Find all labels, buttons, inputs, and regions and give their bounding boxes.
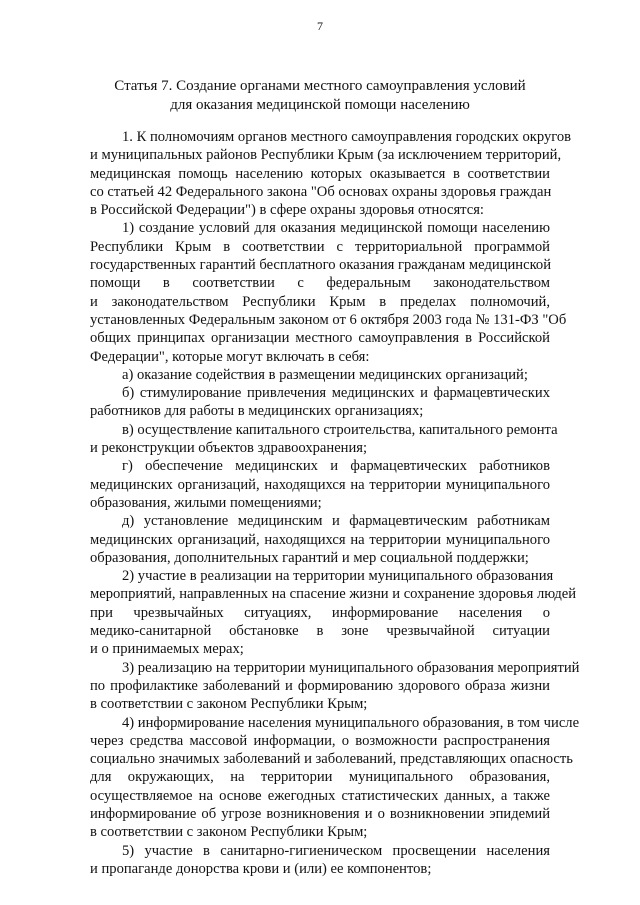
paragraph <box>90 128 572 219</box>
page-number: 7 <box>317 19 323 33</box>
text-line: и законодательством Республики Крым в пределах полномочий, <box>90 293 550 310</box>
text-line: и муниципальных районов Республики Крым (за исключением территорий, <box>90 147 562 164</box>
paragraph <box>90 567 577 658</box>
text-line: общих принципах организации местного самоуправления в Российской <box>90 330 550 347</box>
paragraph <box>90 384 550 421</box>
text-line: образования, жилыми помещениями; <box>90 494 322 511</box>
text-line: через средства массовой информации, о возможности распространения <box>90 732 550 749</box>
paragraph <box>90 659 580 714</box>
paragraph <box>90 219 567 365</box>
text-line: и реконструкции объектов здравоохранения; <box>90 440 368 457</box>
article-title <box>90 77 550 115</box>
text-line: по профилактике заболеваний и формированию здорового образа жизни <box>90 677 550 694</box>
text-line: работников для работы в медицинских организациях; <box>90 403 424 420</box>
text-line: информирование об угрозе возникновения и о возникновении эпидемий <box>90 805 550 822</box>
text-line: Федерации", которые могут включать в себя: <box>90 348 370 365</box>
article-body <box>90 128 580 878</box>
text-line: при чрезвычайных ситуациях, информирование населения о <box>90 604 550 621</box>
text-line: образования, дополнительных гарантий и мер социальной поддержки; <box>90 549 529 566</box>
text-line: осуществляемое на основе ежегодных статистических данных, а также <box>90 787 550 804</box>
text-line: Республики Крым в соответствии с территориальной программой <box>90 238 550 255</box>
text-line: социально значимых заболеваний и заболеваний, представляющих опасность <box>90 751 573 768</box>
text-line: и о принимаемых мерах; <box>90 641 244 658</box>
text-line: государственных гарантий бесплатного оказания гражданам медицинской <box>90 257 552 274</box>
text-line: 1. К полномочиям органов местного самоуправления городских округов <box>122 129 572 145</box>
text-line: в соответствии с законом Республики Крым; <box>90 824 368 841</box>
text-line: 1) создание условий для оказания медицинской помощи населению <box>122 220 550 237</box>
text-line: в) осуществление капитального строительства, капитального ремонта <box>122 421 558 438</box>
text-line: 2) участие в реализации на территории муниципального образования <box>122 568 554 585</box>
text-line: мероприятий, направленных на спасение жизни и сохранение здоровья людей <box>90 586 577 603</box>
text-line: медико-санитарной обстановке в зоне чрезвычайной ситуации <box>90 623 550 640</box>
text-line: медицинских организаций, находящихся на территории муниципального <box>90 531 550 548</box>
text-line: для окружающих, на территории муниципального образования, <box>90 769 550 786</box>
text-line: в соответствии с законом Республики Крым; <box>90 696 368 713</box>
text-line: медицинская помощь населению которых оказывается в соответствии <box>90 165 550 182</box>
paragraph <box>90 714 580 842</box>
text-line: со статьей 42 Федерального закона "Об основах охраны здоровья граждан <box>90 183 552 200</box>
text-line: 4) информирование населения муниципального образования, в том числе <box>122 714 580 731</box>
text-line: помощи в соответствии с федеральным законодательством <box>90 275 550 292</box>
paragraph <box>90 421 558 458</box>
text-line: б) стимулирование привлечения медицинских и фармацевтических <box>122 385 550 402</box>
article-title-line: для оказания медицинской помощи населению <box>170 97 470 113</box>
text-line: в Российской Федерации") в сфере охраны здоровья относятся: <box>90 202 484 219</box>
paragraph <box>90 366 550 384</box>
text-line: 3) реализацию на территории муниципального образования мероприятий <box>122 659 580 676</box>
paragraph <box>90 512 550 567</box>
article-title-line: Статья 7. Создание органами местного самоуправления условий <box>114 78 526 94</box>
text-line: 5) участие в санитарно-гигиеническом просвещении населения <box>122 842 550 859</box>
paragraph <box>90 842 550 879</box>
text-line: медицинских организаций, находящихся на территории муниципального <box>90 476 550 493</box>
text-line: и пропаганде донорства крови и (или) ее компонентов; <box>90 860 432 877</box>
text-line: а) оказание содействия в размещении медицинских организаций; <box>122 366 528 383</box>
text-line: установленных Федеральным законом от 6 октября 2003 года № 131-ФЗ "Об <box>90 311 567 328</box>
text-line: д) установление медицинским и фармацевтическим работникам <box>122 513 550 530</box>
paragraph <box>90 457 550 512</box>
text-line: г) обеспечение медицинских и фармацевтических работников <box>122 458 550 475</box>
